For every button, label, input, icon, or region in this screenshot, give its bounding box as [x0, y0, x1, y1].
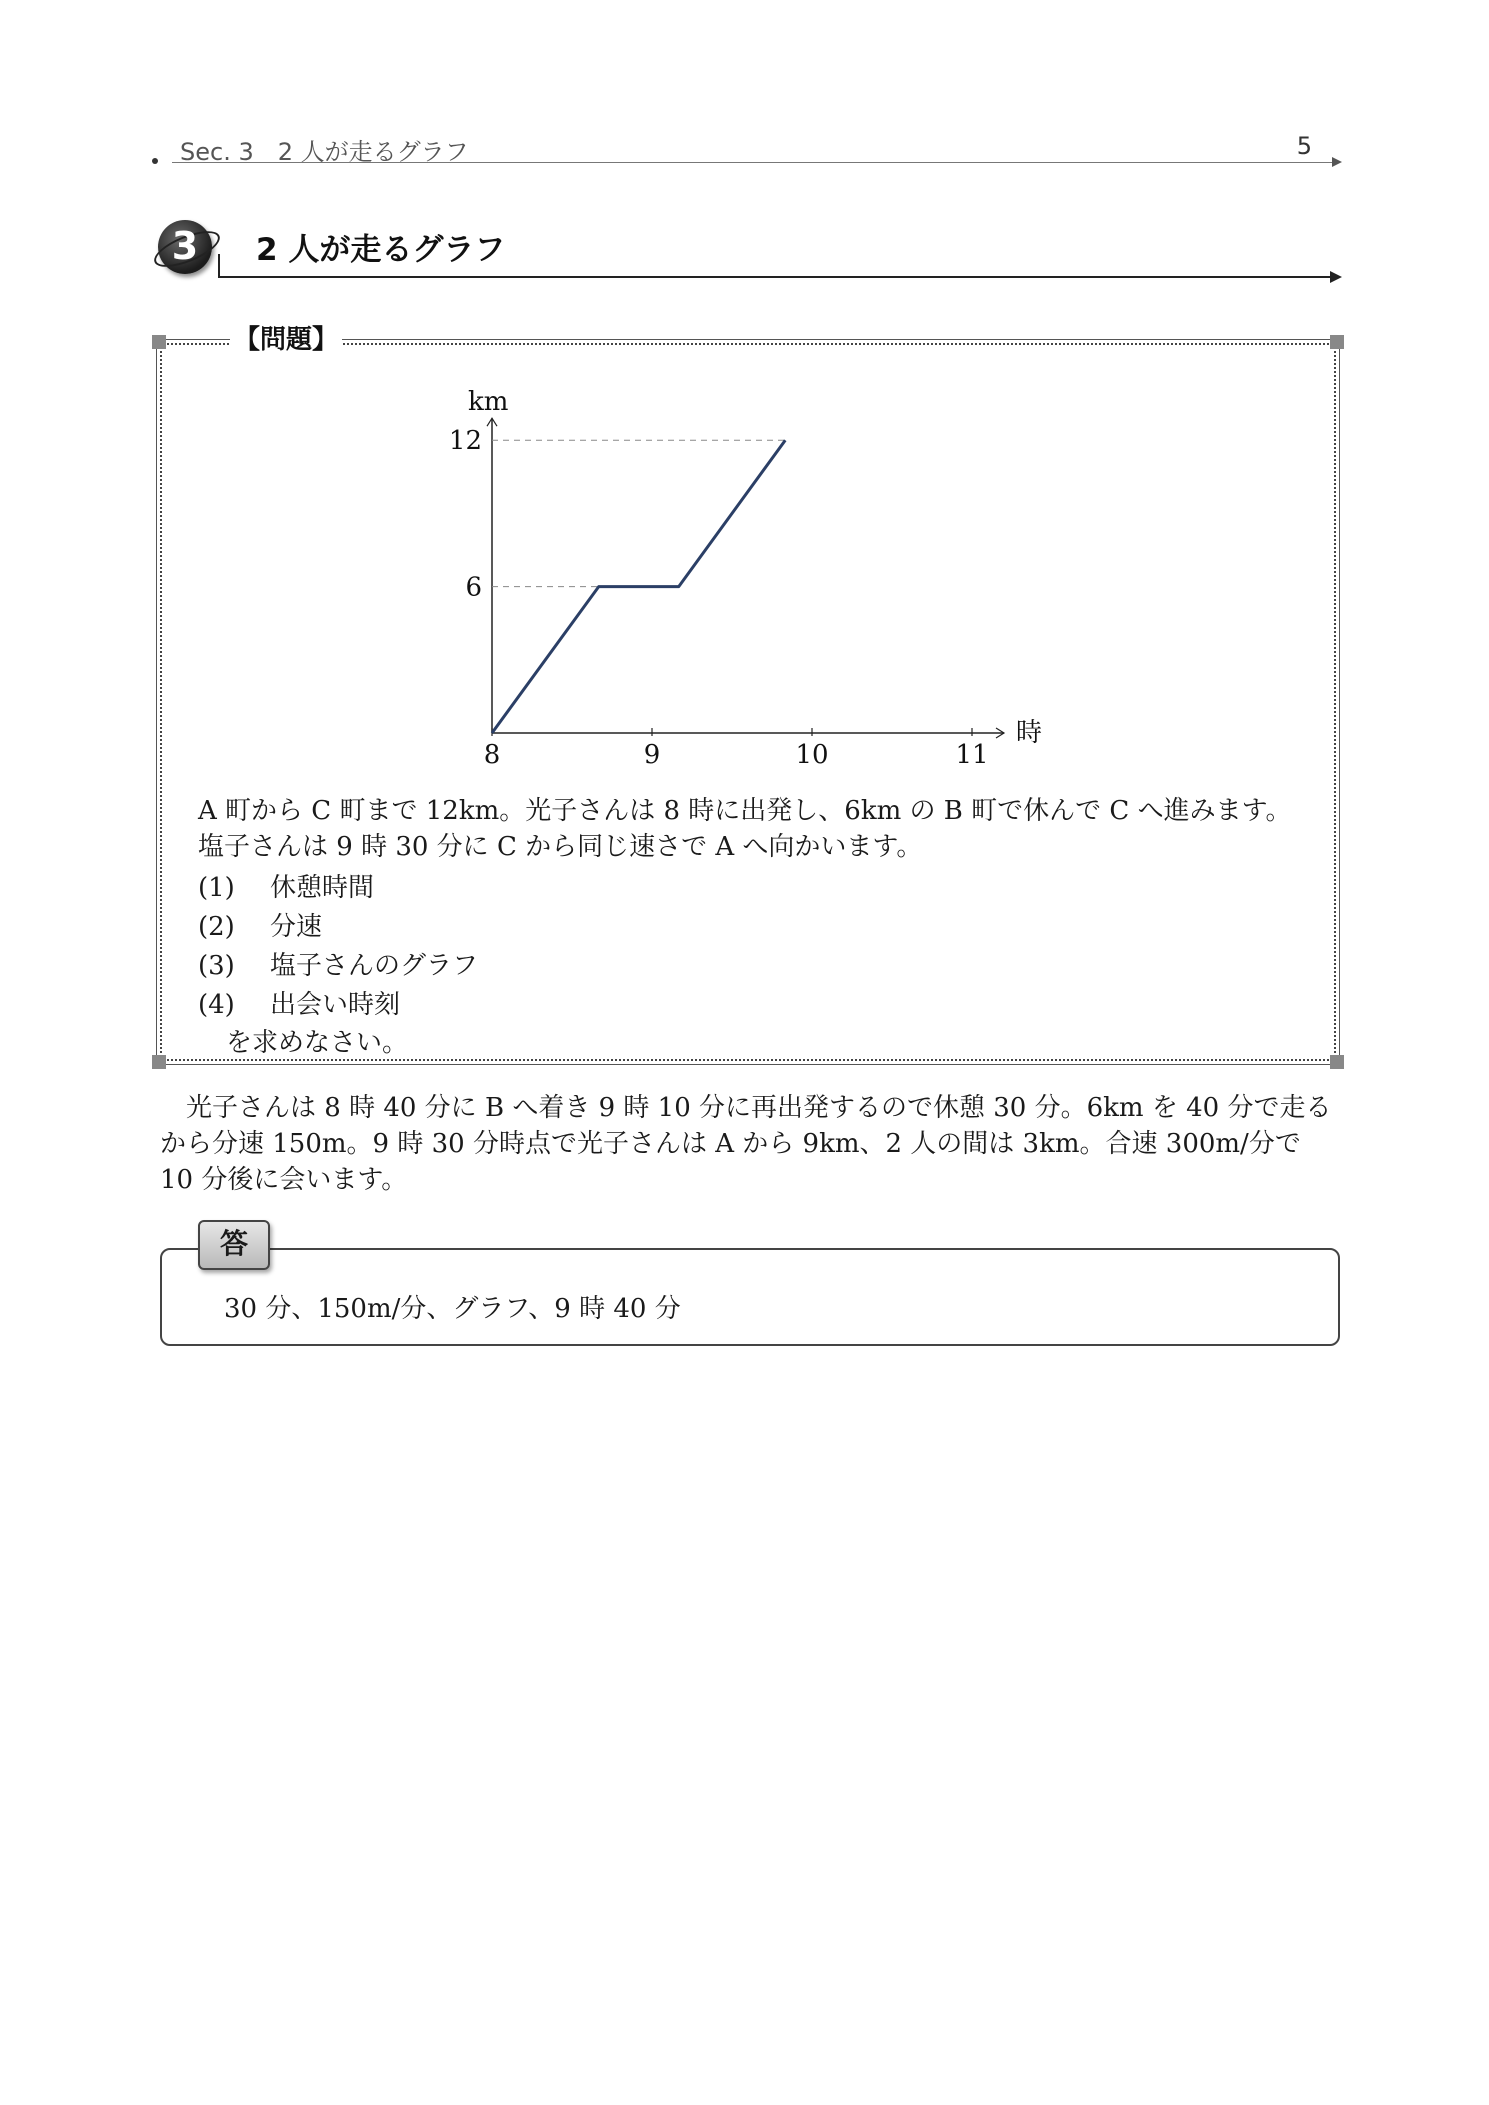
chart-layer [449, 387, 1042, 770]
section-number-badge [158, 220, 212, 274]
y-tick-label: 6 [465, 572, 482, 603]
explanation: 光子さんは 8 時 40 分に B へ着き 9 時 10 分に再出発するので休憩 30 分。6km を 40 分で走るから分速 150m。9 時 30 分時点で光子さんは A から 9km、2 人の間は 3km。合速 300m/分で 10 分後に会います。 [160, 1093, 1332, 1195]
bullet-dot-icon [152, 158, 158, 164]
item-number: (2) [198, 912, 235, 942]
arrow-right-icon [1330, 271, 1342, 283]
x-tick-label: 8 [483, 740, 501, 770]
distance-time-chart [422, 355, 1043, 785]
item-number: (3) [198, 951, 235, 981]
section-number: 3 [171, 224, 199, 268]
item-text: 分速 [270, 912, 323, 942]
page-number: 5 [1296, 132, 1312, 160]
problem-items [198, 869, 1308, 1025]
problem-item [198, 986, 1308, 1025]
running-head-rule [172, 162, 1334, 163]
section-heading [152, 210, 1342, 290]
y-axis-label: km [468, 387, 509, 418]
item-text: 休憩時間 [270, 873, 375, 903]
corner-square-icon [152, 1055, 166, 1069]
section-rule [218, 276, 1332, 278]
problem-item [198, 869, 1308, 908]
problem-label: 【問題】 [230, 319, 342, 356]
problem-closing: を求めなさい。 [226, 1028, 409, 1058]
corner-square-icon [1330, 1055, 1344, 1069]
running-head-section: Sec. 3 2 人が走るグラフ [180, 138, 469, 166]
x-tick-label: 11 [955, 740, 989, 770]
x-tick-label: 10 [795, 740, 829, 770]
section-rule-vertical [218, 254, 220, 278]
item-number: (4) [198, 990, 235, 1020]
x-axis-label: 時 [1016, 718, 1043, 748]
item-text: 出会い時刻 [270, 990, 401, 1020]
item-number: (1) [198, 873, 235, 903]
problem-item [198, 947, 1308, 986]
y-tick-label: 12 [448, 426, 482, 457]
problem-statement-line: 塩子さんは 9 時 30 分に C から同じ速さで A へ向かいます。 [198, 832, 923, 862]
item-text: 塩子さんのグラフ [270, 951, 479, 981]
section-title: 2 人が走るグラフ [256, 232, 506, 268]
x-tick-label: 9 [643, 740, 661, 770]
running-head [152, 128, 1342, 170]
problem-box [160, 325, 1336, 1061]
corner-square-icon [1330, 335, 1344, 349]
corner-square-icon [152, 335, 166, 349]
series-line [492, 440, 785, 733]
answer-text: 30 分、150m/分、グラフ、9 時 40 分 [224, 1294, 681, 1324]
arrow-right-icon [1332, 157, 1342, 167]
answer-label: 答 [198, 1220, 270, 1270]
problem-statement-line: A 町から C 町まで 12km。光子さんは 8 時に出発し、6km の B 町で休んで C へ進みます。 [198, 796, 1292, 826]
answer-box [160, 1227, 1340, 1346]
problem-item [198, 908, 1308, 947]
problem-text [198, 793, 1308, 1061]
